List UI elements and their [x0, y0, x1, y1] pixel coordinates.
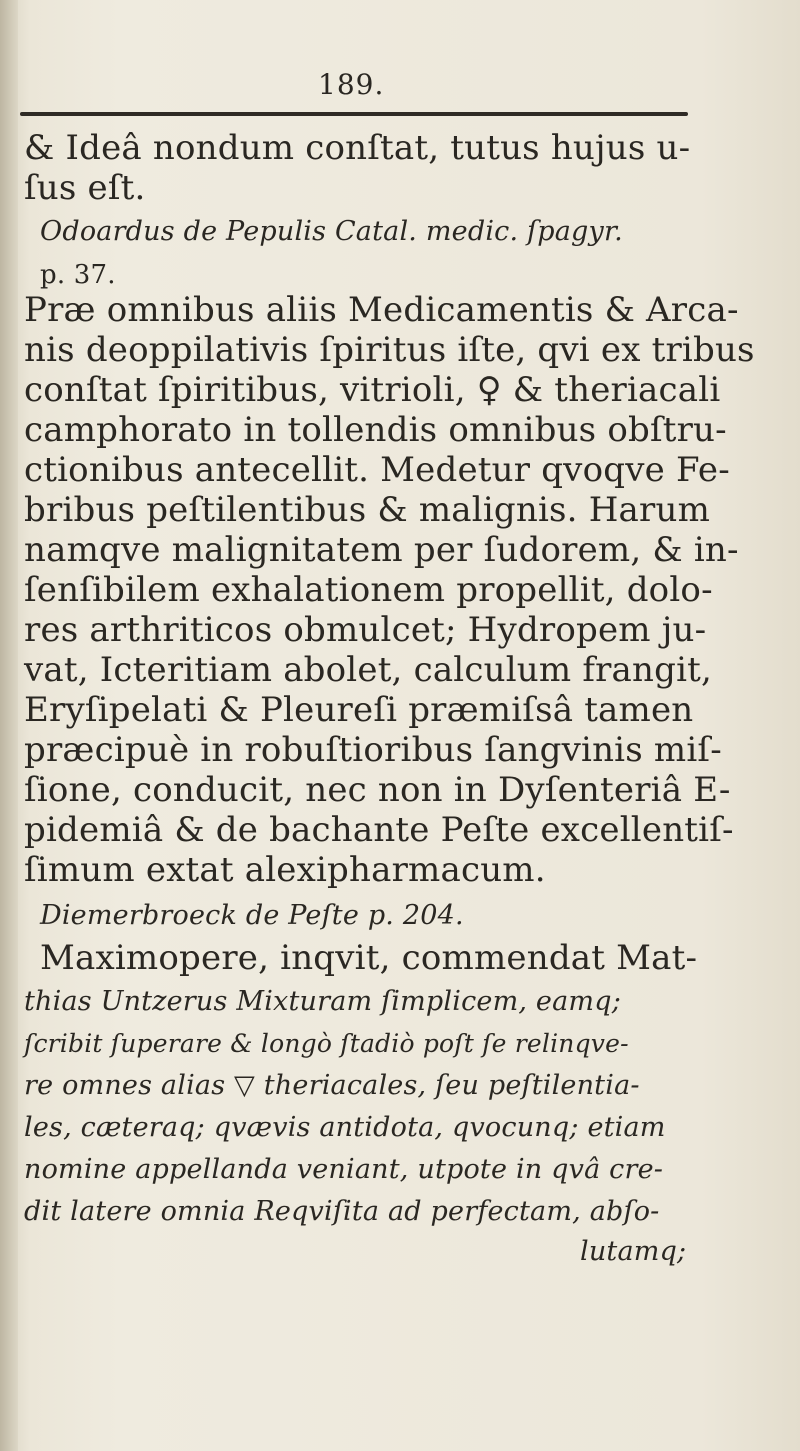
- text-line: pidemiâ & de bachante Peſte excellentiſ-: [24, 810, 734, 850]
- quote-line: thias Untzerus Mixturam ſimplicem, eamq;: [24, 986, 621, 1017]
- quote-line: ſcribit ſuperare & longò ſtadiò poſt ſe relinqve-: [24, 1029, 629, 1058]
- text-line: camphorato in tollendis omnibus obſtru-: [24, 410, 727, 450]
- quote-line: nomine appellanda veniant, utpote in qvâ cre-: [24, 1154, 664, 1185]
- text-line: ſus eſt.: [24, 168, 146, 208]
- text-line: ſimum extat alexipharmacum.: [24, 850, 546, 890]
- catchword: lutamq;: [580, 1236, 687, 1267]
- binding-edge: [0, 0, 18, 1451]
- citation-line: Odoardus de Pepulis Catal. medic. ſpagyr.: [40, 216, 623, 247]
- text-line: vat, Icteritiam abolet, calculum frangit,: [24, 650, 713, 690]
- text-line: ctionibus antecellit. Medetur qvoqve Fe-: [24, 450, 730, 490]
- citation-line: Diemerbroeck de Peſte p. 204.: [40, 900, 464, 931]
- text-line: bribus peſtilentibus & malignis. Harum: [24, 490, 711, 530]
- text-line: conſtat ſpiritibus, vitrioli, ♀ & theriacali: [24, 370, 721, 410]
- text-line: res arthriticos obmulcet; Hydropem ju-: [24, 610, 707, 650]
- quote-line: les, cæteraq; qvævis antidota, qvocunq; etiam: [24, 1112, 666, 1143]
- text-line: Maximopere, inqvit, commendat Mat-: [40, 938, 698, 978]
- quote-line: dit latere omnia Reqviſita ad perfectam, abſo-: [24, 1196, 660, 1227]
- text-line: & Ideâ nondum conſtat, tutus hujus u-: [24, 128, 691, 168]
- text-line: nis deoppilativis ſpiritus iſte, qvi ex tribus: [24, 330, 755, 370]
- page-number: 189.: [318, 68, 385, 101]
- text-line: Eryſipelati & Pleureſi præmiſsâ tamen: [24, 690, 694, 730]
- text-line: namqve malignitatem per ſudorem, & in-: [24, 530, 739, 570]
- text-line: præcipuè in robuſtioribus ſangvinis miſ-: [24, 730, 722, 770]
- text-line: Præ omnibus aliis Medicamentis & Arca-: [24, 290, 739, 330]
- text-line: ſione, conducit, nec non in Dyſenteriâ E-: [24, 770, 731, 810]
- quote-line: re omnes alias ▽ theriacales, ſeu peſtilentia-: [24, 1070, 640, 1101]
- header-rule: [20, 112, 688, 116]
- text-line: ſenſibilem exhalationem propellit, dolo-: [24, 570, 713, 610]
- citation-page: p. 37.: [40, 260, 116, 290]
